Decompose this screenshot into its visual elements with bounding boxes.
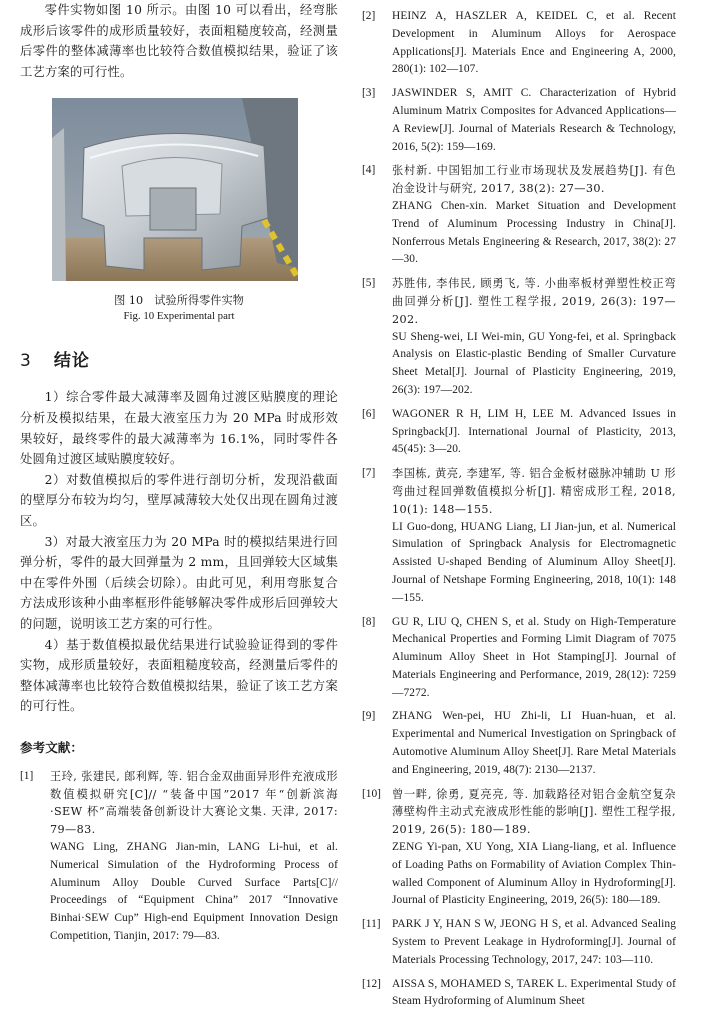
reference-number: [8] xyxy=(362,615,376,628)
experimental-part-image xyxy=(52,98,298,281)
reference-number: [4] xyxy=(362,164,376,177)
reference-en: HEINZ A, HASZLER A, KEIDEL C, et al. Recent Development in Aluminum Alloys for Aerospace Applications[J]. Materials Ence and Engineering A, 2000, 280(1): 102—107. xyxy=(392,10,676,76)
reference-en: ZHANG Wen-pei, HU Zhi-li, LI Huan-huan, et al. Experimental and Numerical Investigation on Springback of Automotive Aluminum Alloy Sheet[J]. Rare Metal Materials and Engineering, 2019, 48(7): 2130—2137. xyxy=(392,710,676,776)
right-column xyxy=(362,0,676,1017)
reference-item xyxy=(362,406,676,459)
reference-en: LI Guo-dong, HUANG Liang, LI Jian-jun, et al. Numerical Simulation of Springback Analysis for Electromagnetic Assisted U-shaped Bending of Aluminum Alloy Sheet[J]. Journal of Netshape Forming Engineering, 2018, 10(1): 148—155. xyxy=(392,520,676,604)
reference-cn: 李国栋, 黄亮, 李建军, 等. 铝合金板材磁脉冲辅助 U 形弯曲过程回弹数值模拟分析[J]. 精密成形工程, 2018, 10(1): 148—155. xyxy=(392,467,676,516)
reference-item xyxy=(362,786,676,911)
references-heading: 参考文献： xyxy=(20,739,83,755)
reference-number: [9] xyxy=(362,710,376,723)
reference-cn: 苏胜伟, 李伟民, 顾勇飞, 等. 小曲率板材弹塑性校正弯曲回弹分析[J]. 塑性工程学报, 2019, 26(3): 197—202. xyxy=(392,277,676,326)
experimental-part-photo xyxy=(52,98,298,281)
reference-number: [7] xyxy=(362,467,376,480)
reference-en: WANG Ling, ZHANG Jian-min, LANG Li-hui, et al. Numerical Simulation of the Hydroforming Process of Aluminum Alloy Double Curved Surface Parts[C]// Proceedings of “Equipment China” 2017 “Innovative Binhai·SEW Cup” High-end Equipment Innovation Design Competition, Tianjin, 2017: 79—83. xyxy=(50,841,338,943)
reference-item xyxy=(362,275,676,400)
conclusion-paragraph-1: 1）综合零件最大减薄率及圆角过渡区贴膜度的理论分析及模拟结果，在最大液室压力为 20 MPa 时成形效果较好，最终零件的最大减薄率为 16.1%，同时零件各处圆角过渡区域贴膜度较好。 xyxy=(20,390,338,467)
reference-en: SU Sheng-wei, LI Wei-min, GU Yong-fei, et al. Springback Analysis on Elastic-plastic Bending of Smaller Curvature Sheet Metal[J]. Journal of Plasticity Engineering, 2019, 26(3): 197—202. xyxy=(392,330,676,396)
conclusion-paragraph-4: 4）基于数值模拟最优结果进行试验验证得到的零件实物，成形质量较好，表面粗糙度较高，经测量后零件的整体减薄率也比较符合数值模拟结果，验证了该工艺方案的可行性。 xyxy=(20,637,338,714)
reference-en: ZENG Yi-pan, XU Yong, XIA Liang-liang, et al. Influence of Loading Paths on Formability of Aviation Complex Thin-walled Component of Aluminum Alloy in Hydroforming[J]. Journal of Plasticity Engineering, 2019, 26(5): 180—189. xyxy=(392,841,676,907)
reference-en: WAGONER R H, LIM H, LEE M. Advanced Issues in Springback[J]. International Journal of Plasticity, 2013, 45(45): 3—20. xyxy=(392,407,676,456)
section-heading xyxy=(20,346,338,371)
reference-number: [1] xyxy=(20,769,34,782)
reference-item xyxy=(362,614,676,703)
reference-item xyxy=(362,8,676,79)
reference-en: JASWINDER S, AMIT C. Characterization of Hybrid Aluminum Matrix Composites for Advanced Applications—A Review[J]. Journal of Materials Research & Technology, 2016, 5(2): 159—169. xyxy=(392,87,676,153)
intro-paragraph: 零件实物如图 10 所示。由图 10 可以看出，经弯胀成形后该零件的成形质量较好，表面粗糙度较高，经测量后零件的整体减薄率也比较符合数值模拟结果，验证了该工艺方案的可行性。 xyxy=(20,3,338,79)
section-number: 3 xyxy=(20,351,32,372)
figure-caption-en: Fig. 10 Experimental part xyxy=(123,310,235,323)
reference-item xyxy=(362,85,676,156)
reference-en: GU R, LIU Q, CHEN S, et al. Study on High-Temperature Mechanical Properties and Forming Limit Diagram of 7075 Aluminum Alloy Sheet in Hot Stamping[J]. Journal of Materials Engineering and Performance, 2019, 28(12): 7259—7272. xyxy=(392,615,676,699)
reference-en: PARK J Y, HAN S W, JEONG H S, et al. Advanced Sealing System to Prevent Leakage in Hydroforming[J]. Journal of Materials Processing Technology, 2017, 247: 103—110. xyxy=(392,918,676,966)
reference-number: [5] xyxy=(362,277,376,290)
conclusion-paragraph-2: 2）对数值模拟后的零件进行剖切分析，发现沿截面的壁厚分布较为均匀，壁厚减薄较大处仅出现在圆角过渡区。 xyxy=(20,472,338,528)
reference-item xyxy=(20,768,338,946)
reference-number: [2] xyxy=(362,10,376,22)
reference-cn: 曾一畔, 徐勇, 夏亮亮, 等. 加载路径对铝合金航空复杂薄壁构件主动式充液成形性能的影响[J]. 塑性工程学报, 2019, 26(5): 180—189. xyxy=(392,787,676,837)
reference-item xyxy=(362,916,676,969)
reference-number: [10] xyxy=(362,787,381,800)
section-title: 结论 xyxy=(53,351,90,372)
reference-en: AISSA S, MOHAMED S, TAREK L. Experimental Study of Steam Hydroforming of Aluminum Sheet xyxy=(392,977,676,1008)
reference-cn: 张村新. 中国铝加工行业市场现状及发展趋势[J]. 有色冶金设计与研究, 2017, 38(2): 27—30. xyxy=(392,164,676,196)
conclusion-paragraph-3: 3）对最大液室压力为 20 MPa 时的模拟结果进行回弹分析，零件的最大回弹量为 2 mm，且回弹较大区域集中在零件外围（后续会切除）。由此可见，利用弯胀复合方法成形该种小曲率框形件能够解决零件成形后回弹较大的问题，说明该工艺方案的可行性。 xyxy=(20,534,338,631)
reference-number: [11] xyxy=(362,918,381,931)
reference-item xyxy=(362,162,676,269)
reference-cn: 王玲, 张建民, 郎利辉, 等. 铝合金双曲面异形件充液成形数值模拟研究[C]// “装备中国”2017 年“创新滨海·SEW 杯”高端装备创新设计大赛论文集. 天津, 2017: 79—83. xyxy=(50,769,338,837)
reference-item xyxy=(362,708,676,779)
reference-item xyxy=(362,976,676,1012)
reference-en: ZHANG Chen-xin. Market Situation and Development Trend of Aluminum Processing Industry in China[J]. Nonferrous Metals Engineering & Research, 2017, 38(2): 27—30. xyxy=(392,199,676,266)
figure-caption-cn: 图 10 试验所得零件实物 xyxy=(114,294,244,308)
reference-number: [6] xyxy=(362,407,376,420)
reference-number: [3] xyxy=(362,87,376,100)
reference-number: [12] xyxy=(362,977,381,990)
reference-item xyxy=(362,465,676,607)
left-column xyxy=(20,0,338,952)
